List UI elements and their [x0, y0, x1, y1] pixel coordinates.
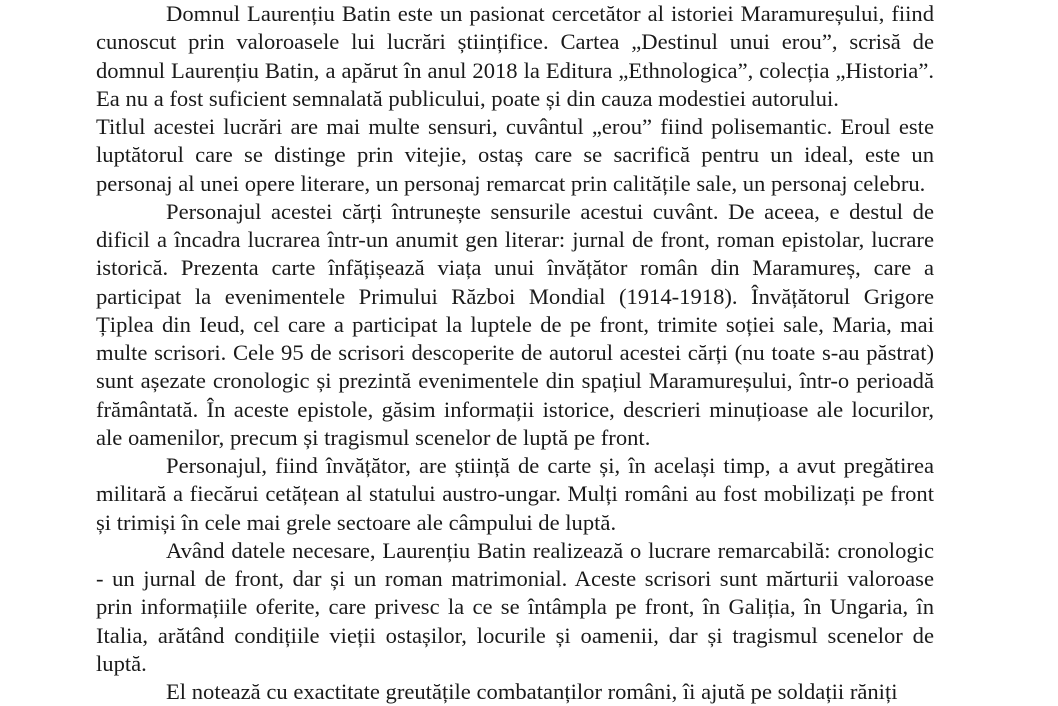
- paragraph-2: Titlul acestei lucrări are mai multe sensuri, cuvântul „erou” fiind polisemantic. Eroul este luptătorul care se distinge prin vitejie, ostaș care se sacrifică pentru un ideal, este un personaj al unei opere literare, un personaj remarcat prin calitățile sale, un personaj celebru.: [96, 114, 934, 196]
- paragraph-6-clipped: El notează cu exactitate greutățile combatanților români, îi ajută pe soldații răniți: [166, 679, 898, 704]
- paragraph-1: Domnul Laurențiu Batin este un pasionat cercetător al istoriei Maramureșului, fiind cunoscut prin valoroasele lui lucrări științifice. Cartea „Destinul unui erou”, scrisă de domnul Laurențiu Batin, a apărut în anul 2018 la Editura „Ethnologica”, colecția „Historia”. Ea nu a fost suficient semnalată publicului, poate și din cauza modestiei autorului.: [96, 1, 934, 111]
- paragraph-5: Având datele necesare, Laurențiu Batin realizează o lucrare remarcabilă: cronologic - un jurnal de front, dar și un roman matrimonial. Aceste scrisori sunt mărturii valoroase prin informațiile oferite, care privesc la ce se întâmpla pe front, în Galiția, în Ungaria, în Italia, arătând condițiile vieții ostașilor, locurile și oamenii, dar și tragismul scenelor de luptă.: [96, 537, 934, 676]
- paragraph-3: Personajul acestei cărți întrunește sensurile acestui cuvânt. De aceea, e destul de dificil a încadra lucrarea într-un anumit gen literar: jurnal de front, roman epistolar, lucrare istorică. Prezenta carte înfățișează viața unui învățător român din Maramureș, care a participat la evenimentele Primului Război Mondial (1914-1918). Învățătorul Grigore Țiplea din Ieud, cel care a participat la luptele de pe front, trimite soției sale, Maria, mai multe scrisori. Cele 95 de scrisori descoperite de autorul acestei cărți (nu toate s-au păstrat) sunt așezate cronologic și prezintă evenimentele din spațiul Maramureșului, într-o perioadă frământată. În aceste epistole, găsim informații istorice, descrieri minuțioase ale locurilor, ale oamenilor, precum și tragismul scenelor de luptă pe front.: [96, 198, 934, 450]
- paragraph-4: Personajul, fiind învățător, are știință de carte și, în același timp, a avut pregătirea militară a fiecărui cetățean al statului austro-ungar. Mulți români au fost mobilizați pe front și trimiși în cele mai grele sectoare ale câmpului de luptă.: [96, 453, 934, 535]
- document-text-column: [96, 0, 934, 706]
